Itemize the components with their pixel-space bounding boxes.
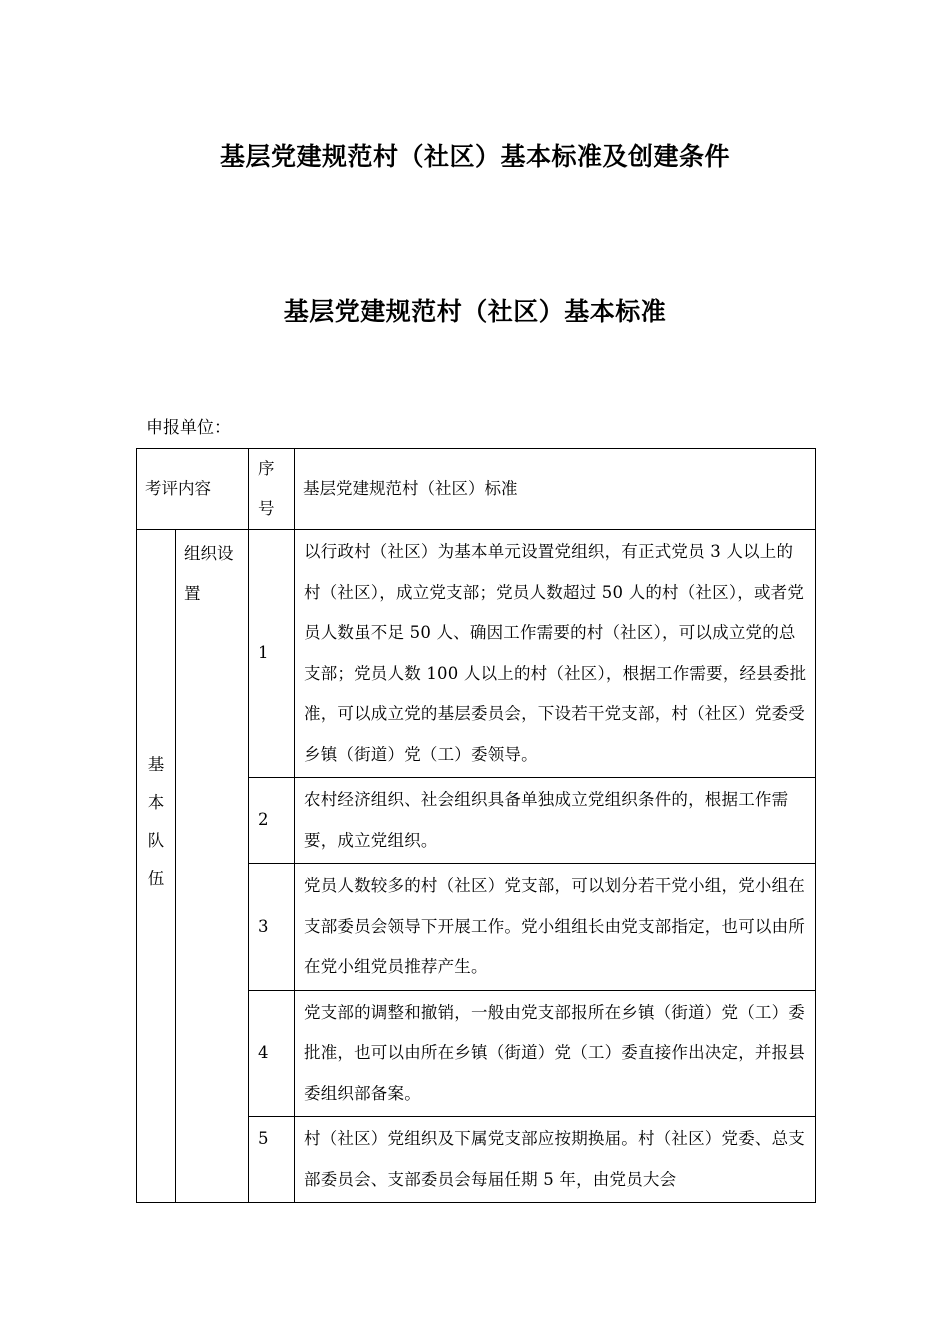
standard-cell: 党员人数较多的村（社区）党支部，可以划分若干党小组，党小组在支部委员会领导下开展工作。党小组组长由党支部指定，也可以由所在党小组党员推荐产生。 <box>295 864 816 991</box>
sub-title: 基层党建规范村（社区）基本标准 <box>283 297 667 326</box>
standard-cell: 以行政村（社区）为基本单元设置党组织，有正式党员 3 人以上的村（社区），成立党支部；党员人数超过 50 人的村（社区），或者党员人数虽不足 50 人、确因工作需要的村（社区），可以成立党的总支部；党员人数 100 人以上的村（社区），根据工作需要，经县委批准，可以成立党的基层委员会，下设若干党支部，村（社区）党委受乡镇（街道）党（工）委领导。 <box>295 530 816 778</box>
table-header-row <box>137 449 816 530</box>
seq-cell: 2 <box>249 778 295 864</box>
header-standard: 基层党建规范村（社区）标准 <box>295 449 816 530</box>
main-title: 基层党建规范村（社区）基本标准及创建条件 <box>219 142 730 171</box>
subcategory-cell: 组织设置 <box>176 530 249 1203</box>
category-cell <box>137 530 176 1203</box>
standard-cell: 农村经济组织、社会组织具备单独成立党组织条件的，根据工作需要，成立党组织。 <box>295 778 816 864</box>
standards-table <box>136 448 816 1203</box>
header-seq: 序号 <box>249 449 295 530</box>
seq-cell: 1 <box>249 530 295 778</box>
seq-cell: 5 <box>249 1117 295 1203</box>
seq-cell: 4 <box>249 990 295 1117</box>
category-label: 基本队伍 <box>147 755 165 888</box>
seq-cell: 3 <box>249 864 295 991</box>
declaring-unit-label: 申报单位： <box>146 418 231 438</box>
standard-cell: 党支部的调整和撤销，一般由党支部报所在乡镇（街道）党（工）委批准，也可以由所在乡镇（街道）党（工）委直接作出决定，并报县委组织部备案。 <box>295 990 816 1117</box>
standard-cell: 村（社区）党组织及下属党支部应按期换届。村（社区）党委、总支部委员会、支部委员会每届任期 5 年，由党员大会 <box>295 1117 816 1203</box>
table-row <box>137 530 816 778</box>
header-content: 考评内容 <box>137 449 249 530</box>
